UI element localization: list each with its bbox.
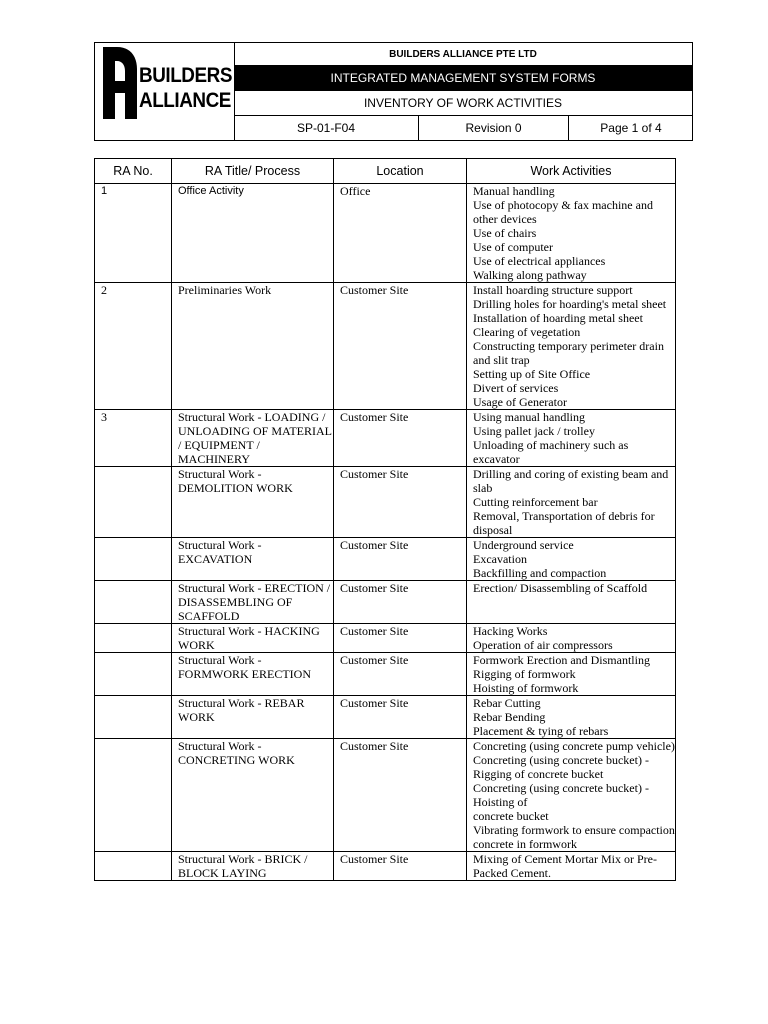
work-activities-cell [467, 410, 676, 467]
activity-item: Excavation [473, 552, 527, 566]
form-group-banner: INTEGRATED MANAGEMENT SYSTEM FORMS [234, 66, 692, 91]
ra-title-cell: Structural Work - EXCAVATION [172, 538, 334, 581]
table-header-row [95, 159, 676, 184]
logo-mark-icon [103, 47, 137, 119]
table-row [95, 624, 676, 653]
work-activities-cell [467, 739, 676, 852]
activity-item: Concreting (using concrete bucket) - Hoisting of [473, 781, 649, 809]
activity-item: Use of chairs [473, 226, 537, 240]
activity-item: Drilling holes for hoarding's metal sheet [473, 297, 667, 311]
form-header [94, 42, 693, 141]
activities-table [94, 158, 676, 881]
company-name: BUILDERS ALLIANCE PTE LTD [234, 43, 692, 66]
activity-item: Clearing of vegetation [473, 325, 581, 339]
activity-item: concrete bucket [473, 809, 549, 823]
work-activities-cell [467, 283, 676, 410]
activity-item: Using manual handling [473, 410, 585, 424]
table-row [95, 739, 676, 852]
form-title: INVENTORY OF WORK ACTIVITIES [234, 91, 692, 116]
activity-item: Operation of air compressors [473, 638, 613, 652]
ra-title-cell: Structural Work - ERECTION / DISASSEMBLING OF SCAFFOLD [172, 581, 334, 624]
ra-no-cell [95, 696, 172, 739]
table-row [95, 852, 676, 881]
activity-item: Removal, Transportation of debris for disposal [473, 509, 655, 537]
work-activities-cell [467, 624, 676, 653]
ra-no-cell: 2 [95, 283, 172, 410]
activity-item: Mixing of Cement Mortar Mix or Pre-Packed Cement. [473, 852, 657, 880]
activity-item: Manual handling [473, 184, 555, 198]
doc-meta-row [234, 116, 692, 140]
activity-item: Divert of services [473, 381, 559, 395]
doc-number: SP-01-F04 [234, 116, 419, 140]
activity-item: Hacking Works [473, 624, 548, 638]
logo-line-2: ALLIANCE [139, 89, 231, 112]
page-number: Page 1 of 4 [600, 121, 662, 135]
work-activities-cell [467, 538, 676, 581]
work-activities-cell [467, 696, 676, 739]
activity-item: Walking along pathway [473, 268, 587, 282]
ra-title-cell: Structural Work - REBAR WORK [172, 696, 334, 739]
activity-item: Rigging of formwork [473, 667, 576, 681]
ra-no-cell [95, 467, 172, 538]
table-row [95, 653, 676, 696]
work-activities-cell [467, 852, 676, 881]
location-cell: Customer Site [334, 538, 467, 581]
ra-no-cell: 3 [95, 410, 172, 467]
col-ra-no: RA No. [95, 159, 172, 184]
ra-title-cell: Office Activity [172, 184, 334, 283]
table-row [95, 696, 676, 739]
activity-item: Usage of Generator [473, 395, 567, 409]
activity-item: Installation of hoarding metal sheet [473, 311, 643, 325]
ra-title-cell: Structural Work - DEMOLITION WORK [172, 467, 334, 538]
activity-item: Constructing temporary perimeter drain and slit trap [473, 339, 664, 367]
activity-item: Using pallet jack / trolley [473, 424, 595, 438]
ra-title-cell: Structural Work - FORMWORK ERECTION [172, 653, 334, 696]
ra-no-cell [95, 538, 172, 581]
activity-item: Rebar Bending [473, 710, 546, 724]
activity-item: Underground service [473, 538, 574, 552]
activity-item: Vibrating formwork to ensure compaction concrete in formwork [473, 823, 675, 851]
location-cell: Office [334, 184, 467, 283]
ra-title-cell: Structural Work - BRICK / BLOCK LAYING [172, 852, 334, 881]
logo-line-1: BUILDERS [139, 64, 233, 87]
col-ra-title: RA Title/ Process [172, 159, 334, 184]
ra-title-cell: Preliminaries Work [172, 283, 334, 410]
activity-item: Use of photocopy & fax machine and other devices [473, 198, 653, 226]
activity-item: Use of computer [473, 240, 553, 254]
ra-title-cell: Structural Work - HACKING WORK [172, 624, 334, 653]
activity-item: Concreting (using concrete bucket) - Rigging of concrete bucket [473, 753, 649, 781]
ra-no-cell [95, 739, 172, 852]
table-row [95, 184, 676, 283]
ra-no-cell [95, 624, 172, 653]
logo-wordmark [139, 63, 232, 113]
table-row [95, 410, 676, 467]
activity-item: Erection/ Disassembling of Scaffold [473, 581, 648, 595]
activity-item: Setting up of Site Office [473, 367, 591, 381]
location-cell: Customer Site [334, 739, 467, 852]
work-activities-cell [467, 581, 676, 624]
work-activities-cell [467, 467, 676, 538]
company-logo [95, 43, 235, 140]
activity-item: Backfilling and compaction [473, 566, 607, 580]
location-cell: Customer Site [334, 410, 467, 467]
location-cell: Customer Site [334, 696, 467, 739]
ra-no-cell: 1 [95, 184, 172, 283]
location-cell: Customer Site [334, 581, 467, 624]
activity-item: Hoisting of formwork [473, 681, 579, 695]
table-row [95, 283, 676, 410]
activity-item: Formwork Erection and Dismantling [473, 653, 650, 667]
table-row [95, 538, 676, 581]
ra-no-cell [95, 653, 172, 696]
activity-item: Install hoarding structure support [473, 283, 633, 297]
location-cell: Customer Site [334, 467, 467, 538]
work-activities-cell [467, 653, 676, 696]
activity-item: Rebar Cutting [473, 696, 541, 710]
table-row [95, 581, 676, 624]
ra-no-cell [95, 852, 172, 881]
location-cell: Customer Site [334, 283, 467, 410]
location-cell: Customer Site [334, 624, 467, 653]
activity-item: Drilling and coring of existing beam and slab [473, 467, 669, 495]
activity-item: Unloading of machinery such as excavator [473, 438, 629, 466]
table-row [95, 467, 676, 538]
ra-no-cell [95, 581, 172, 624]
activity-item: Cutting reinforcement bar [473, 495, 598, 509]
ra-title-cell: Structural Work - LOADING / UNLOADING OF MATERIAL / EQUIPMENT / MACHINERY [172, 410, 334, 467]
work-activities-cell [467, 184, 676, 283]
col-work-activities: Work Activities [467, 159, 676, 184]
location-cell: Customer Site [334, 852, 467, 881]
activity-item: Placement & tying of rebars [473, 724, 609, 738]
ra-title-cell: Structural Work - CONCRETING WORK [172, 739, 334, 852]
col-location: Location [334, 159, 467, 184]
revision: Revision 0 [419, 116, 569, 140]
location-cell: Customer Site [334, 653, 467, 696]
activity-item: Use of electrical appliances [473, 254, 606, 268]
activity-item: Concreting (using concrete pump vehicle) [473, 739, 675, 753]
